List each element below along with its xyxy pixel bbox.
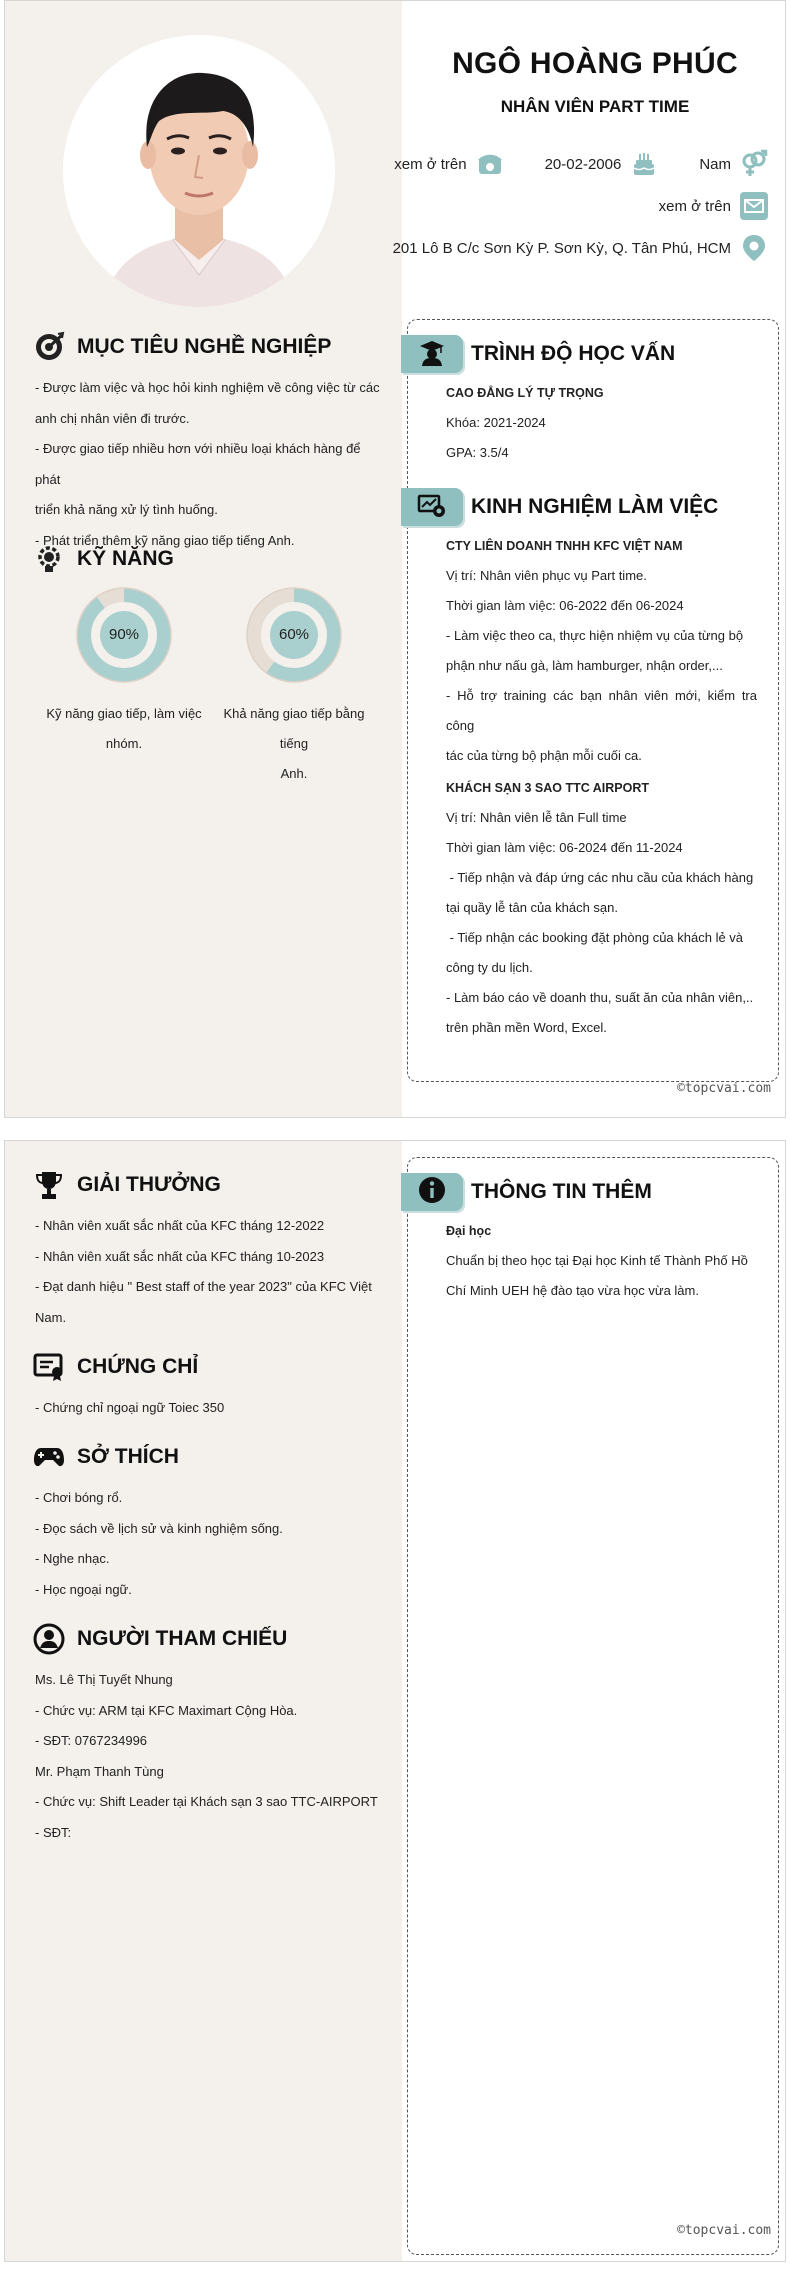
- gender-value: Nam: [699, 155, 731, 173]
- job-line: Thời gian làm việc: 06-2022 đến 06-2024: [446, 598, 684, 613]
- objective-line: anh chị nhân viên đi trước.: [35, 410, 190, 426]
- certificates-text: [35, 1393, 387, 1424]
- skill-percent: 90%: [108, 626, 140, 643]
- experience-icon: [417, 490, 447, 525]
- section-education-heading: [401, 335, 675, 373]
- target-icon: [33, 331, 65, 363]
- extra-line: Chuẩn bị theo học tại Đại học Kinh tế Thành Phố Hồ: [446, 1253, 748, 1268]
- extra-tab: [401, 1173, 463, 1211]
- skill-ring: [244, 585, 344, 685]
- reference-line: Mr. Phạm Thanh Tùng: [35, 1763, 164, 1779]
- course-years: Khóa: 2021-2024: [446, 415, 546, 430]
- skill-name: nhóm.: [105, 736, 143, 751]
- extra-text: [446, 1216, 757, 1306]
- section-hobbies-heading: [33, 1441, 179, 1473]
- contact-row-3: [393, 233, 769, 263]
- lightbulb-gear-icon: [33, 543, 65, 575]
- info-icon: [417, 1175, 447, 1210]
- email-icon: [739, 191, 769, 221]
- job-line: Vị trí: Nhân viên phục vụ Part time.: [446, 568, 647, 583]
- section-certificates-heading: [33, 1351, 198, 1383]
- job-title: NHÂN VIÊN PART TIME: [500, 97, 690, 116]
- reference-line: - Chức vụ: ARM tại KFC Maximart Cộng Hòa.: [35, 1702, 298, 1718]
- job-line: phận như nấu gà, làm hamburger, nhận order,...: [446, 658, 723, 673]
- skill-item: [39, 585, 209, 759]
- awards-text: [35, 1211, 387, 1333]
- job-line: Vị trí: Nhân viên lễ tân Full time: [446, 810, 627, 825]
- objective-line: triển khả năng xử lý tình huống.: [35, 502, 218, 517]
- job-line: - Làm việc theo ca, thực hiện nhiệm vụ của từng bộ: [446, 628, 744, 643]
- company-name: CTY LIÊN DOANH TNHH KFC VIỆT NAM: [446, 539, 683, 553]
- experience-title: KINH NGHIỆM LÀM VIỆC: [471, 495, 719, 518]
- award-line: - Nhân viên xuất sắc nhất của KFC tháng 10-2023: [35, 1248, 325, 1264]
- phone-value: xem ở trên: [394, 155, 467, 173]
- birthday-value: 20-02-2006: [544, 155, 622, 173]
- cv-page-1: [4, 0, 786, 1118]
- contact-row-2: [659, 191, 769, 221]
- job-line: - Tiếp nhận và đáp ứng các nhu cầu của khách hàng: [446, 870, 754, 885]
- birthday-cake-icon: [629, 149, 659, 179]
- section-extra-heading: [401, 1173, 652, 1211]
- section-experience-heading: [401, 488, 718, 526]
- hobbies-title: SỞ THÍCH: [77, 1445, 179, 1468]
- award-line: Nam.: [35, 1309, 67, 1325]
- objective-line: - Phát triển thêm kỹ năng giao tiếp tiếng Anh.: [35, 532, 295, 548]
- job-line: công ty du lịch.: [446, 960, 533, 975]
- experience-job-2: [446, 773, 757, 1043]
- section-awards-heading: [33, 1169, 221, 1201]
- education-title: TRÌNH ĐỘ HỌC VẤN: [471, 342, 676, 365]
- gender-icon: [739, 149, 769, 179]
- skill-name: Khả năng giao tiếp bằng tiếng: [223, 706, 365, 751]
- skill-name: Kỹ năng giao tiếp, làm việc: [46, 706, 202, 721]
- education-text: [446, 378, 757, 468]
- contact-row-1: [394, 149, 769, 179]
- extra-line: Chí Minh UEH hệ đào tạo vừa học vừa làm.: [446, 1283, 699, 1298]
- certificate-icon: [33, 1351, 65, 1383]
- hobby-line: - Đọc sách về lịch sử và kinh nghiệm sống.: [35, 1520, 283, 1536]
- section-objective-heading: [33, 331, 331, 363]
- location-icon: [739, 233, 769, 263]
- skill-ring: [74, 585, 174, 685]
- job-line: tại quầy lễ tân của khách sạn.: [446, 900, 619, 915]
- reference-line: Ms. Lê Thị Tuyết Nhung: [35, 1672, 173, 1687]
- experience-tab: [401, 488, 463, 526]
- section-skills-heading: [33, 543, 174, 575]
- skill-percent: 60%: [278, 626, 310, 643]
- objective-text: [35, 373, 387, 556]
- certificate-line: - Chứng chỉ ngoại ngữ Toiec 350: [35, 1400, 225, 1415]
- reference-line: - SĐT:: [35, 1824, 72, 1840]
- cv-page-2: [4, 1140, 786, 2262]
- gamepad-icon: [33, 1441, 65, 1473]
- job-line: Thời gian làm việc: 06-2024 đến 11-2024: [446, 840, 683, 855]
- education-tab: [401, 335, 463, 373]
- right-section-box: [407, 1157, 779, 2255]
- email-value: xem ở trên: [658, 197, 731, 215]
- gpa-value: GPA: 3.5/4: [446, 445, 509, 460]
- section-references-heading: [33, 1623, 287, 1655]
- objective-line: - Được làm việc và học hỏi kinh nghiệm về công việc từ các: [35, 380, 380, 395]
- hobbies-text: [35, 1483, 387, 1605]
- avatar: [63, 35, 335, 307]
- skill-item: [209, 585, 379, 789]
- address-value: 201 Lô B C/c Sơn Kỳ P. Sơn Kỳ, Q. Tân Phú, HCM: [392, 239, 731, 257]
- skills-title: KỸ NĂNG: [77, 547, 174, 570]
- graduation-icon: [417, 337, 447, 372]
- award-line: - Nhân viên xuất sắc nhất của KFC tháng 12-2022: [35, 1218, 325, 1233]
- job-line: tác của từng bộ phận mỗi cuối ca.: [446, 748, 642, 763]
- school-name: CAO ĐẲNG LÝ TỰ TRỌNG: [446, 386, 604, 400]
- phone-icon: [475, 149, 505, 179]
- hobby-line: - Học ngoại ngữ.: [35, 1581, 132, 1597]
- watermark: ©topcvai.com: [677, 2223, 771, 2238]
- job-line: - Làm báo cáo về doanh thu, suất ăn của nhân viên,..: [446, 990, 754, 1005]
- job-line: trên phần mền Word, Excel.: [446, 1020, 607, 1035]
- skill-name: Anh.: [280, 766, 308, 781]
- job-line: - Tiếp nhận các booking đặt phòng của khách lẻ và: [446, 930, 744, 945]
- objective-title: MỤC TIÊU NGHỀ NGHIỆP: [77, 335, 332, 358]
- extra-title: THÔNG TIN THÊM: [471, 1180, 652, 1203]
- award-line: - Đạt danh hiệu " Best staff of the year 2023" của KFC Việt: [35, 1279, 372, 1294]
- trophy-icon: [33, 1169, 65, 1201]
- extra-subtitle: Đại học: [446, 1224, 492, 1238]
- awards-title: GIẢI THƯỞNG: [77, 1173, 221, 1196]
- references-text: [35, 1665, 387, 1848]
- watermark: ©topcvai.com: [677, 1081, 771, 1096]
- experience-job-1: [446, 531, 757, 771]
- person-icon: [33, 1623, 65, 1655]
- objective-line: - Được giao tiếp nhiều hơn với nhiều loại khách hàng để phát: [35, 441, 361, 487]
- candidate-name: NGÔ HOÀNG PHÚC: [452, 47, 738, 80]
- certificates-title: CHỨNG CHỈ: [77, 1355, 199, 1378]
- hobby-line: - Nghe nhạc.: [35, 1551, 110, 1566]
- reference-line: - SĐT: 0767234996: [35, 1733, 148, 1748]
- company-name: KHÁCH SẠN 3 SAO TTC AIRPORT: [446, 781, 650, 795]
- references-title: NGƯỜI THAM CHIẾU: [77, 1627, 288, 1650]
- job-line: - Hỗ trợ training các bạn nhân viên mới, kiểm tra công: [446, 688, 757, 733]
- reference-line: - Chức vụ: Shift Leader tại Khách sạn 3 sao TTC-AIRPORT: [35, 1794, 378, 1809]
- hobby-line: - Chơi bóng rổ.: [35, 1490, 123, 1505]
